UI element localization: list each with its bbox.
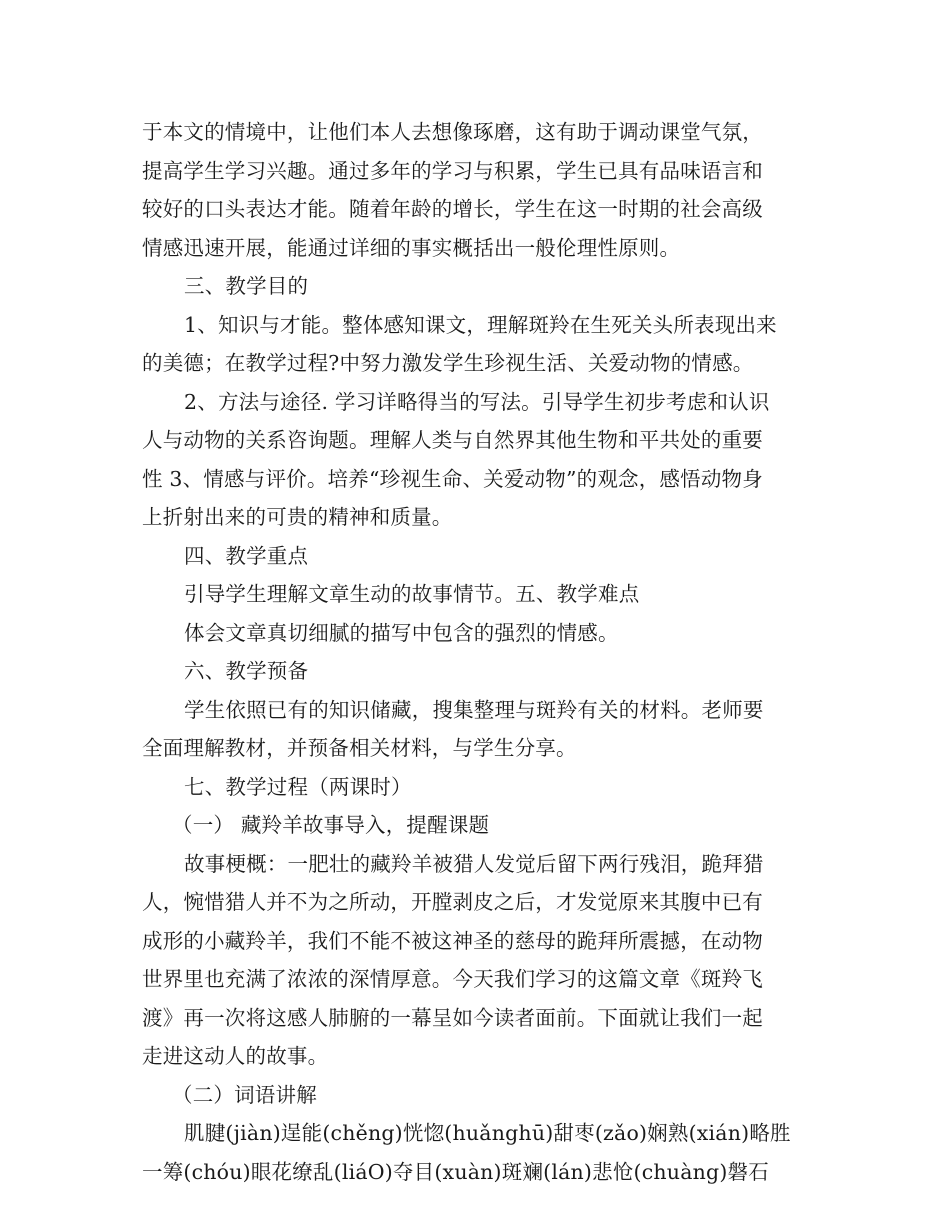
paragraph-line: 全面理解教材，并预备相关材料，与学生分享。 xyxy=(142,736,577,760)
section-heading: 七、教学过程（两课时） xyxy=(184,774,412,799)
paragraph-line: 的美德；在教学过程?中努力激发学生珍视生活、关爱动物的情感。 xyxy=(142,351,754,375)
paragraph-line: 提高学生学习兴趣。通过多年的学习与积累，学生已具有品味语言和 xyxy=(142,158,763,183)
paragraph-line: 体会文章真切细腻的描写中包含的强烈的情感。 xyxy=(184,620,619,645)
paragraph-line: 于本文的情境中，让他们本人去想像琢磨，这有助于调动课堂气氛， xyxy=(142,120,763,144)
section-heading: 三、教学目的 xyxy=(184,274,309,298)
paragraph-line: 学生依照已有的知识储藏，搜集整理与斑羚有关的材料。老师要 xyxy=(184,697,764,722)
paragraph-line: 成形的小藏羚羊，我们不能不被这神圣的慈母的跪拜所震撼，在动物 xyxy=(142,928,763,953)
paragraph-line: 走进这动人的故事。 xyxy=(142,1044,329,1068)
paragraph-line: 1、知识与才能。整体感知课文，理解斑羚在生死关头所表现出来 xyxy=(184,312,777,337)
paragraph-line: 较好的口头表达才能。随着年龄的增长，学生在这一时期的社会高级 xyxy=(142,197,763,221)
paragraph-line: 上折射出来的可贵的精神和质量。 xyxy=(142,505,453,529)
paragraph-line: 情感迅速开展，能通过详细的事实概括出一般伦理性原则。 xyxy=(142,235,681,260)
subsection-heading: （一） 藏羚羊故事导入，提醒课题 xyxy=(172,813,490,837)
paragraph-line: 世界里也充满了浓浓的深情厚意。今天我们学习的这篇文章《斑羚飞 xyxy=(142,967,763,991)
paragraph-line: 故事梗概：一肥壮的藏羚羊被猎人发觉后留下两行残泪，跪拜猎 xyxy=(184,851,764,876)
paragraph-line: 引导学生理解文章生动的故事情节。五、教学难点 xyxy=(184,582,640,606)
paragraph-line: 渡》再一次将这感人肺腑的一幕呈如今读者面前。下面就让我们一起 xyxy=(142,1005,763,1030)
paragraph-line: 性 3、情感与评价。培养“珍视生命、关爱动物”的观念，感悟动物身 xyxy=(142,466,763,491)
paragraph-line: 人与动物的关系咨询题。理解人类与自然界其他生物和平共处的重要 xyxy=(142,428,763,452)
section-heading: 六、教学预备 xyxy=(184,659,309,683)
vocabulary-line: 一筹(chóu)眼花缭乱(liáO)夺目(xuàn)斑斓(lán)悲怆(chuàng)磐石 xyxy=(142,1159,769,1184)
section-heading: 四、教学重点 xyxy=(184,543,309,568)
paragraph-line: 人，惋惜猎人并不为之所动，开膛剥皮之后，才发觉原来其腹中已有 xyxy=(142,890,763,914)
subsection-heading: （二）词语讲解 xyxy=(172,1082,317,1107)
vocabulary-line: 肌腱(jiàn)逞能(chěng)恍惚(huǎnghū)甜枣(zǎo)娴熟(xián)略胜 xyxy=(184,1121,791,1145)
document-body xyxy=(142,113,810,1191)
paragraph-line: 2、方法与途径. 学习详略得当的写法。引导学生初步考虑和认识 xyxy=(184,389,770,414)
